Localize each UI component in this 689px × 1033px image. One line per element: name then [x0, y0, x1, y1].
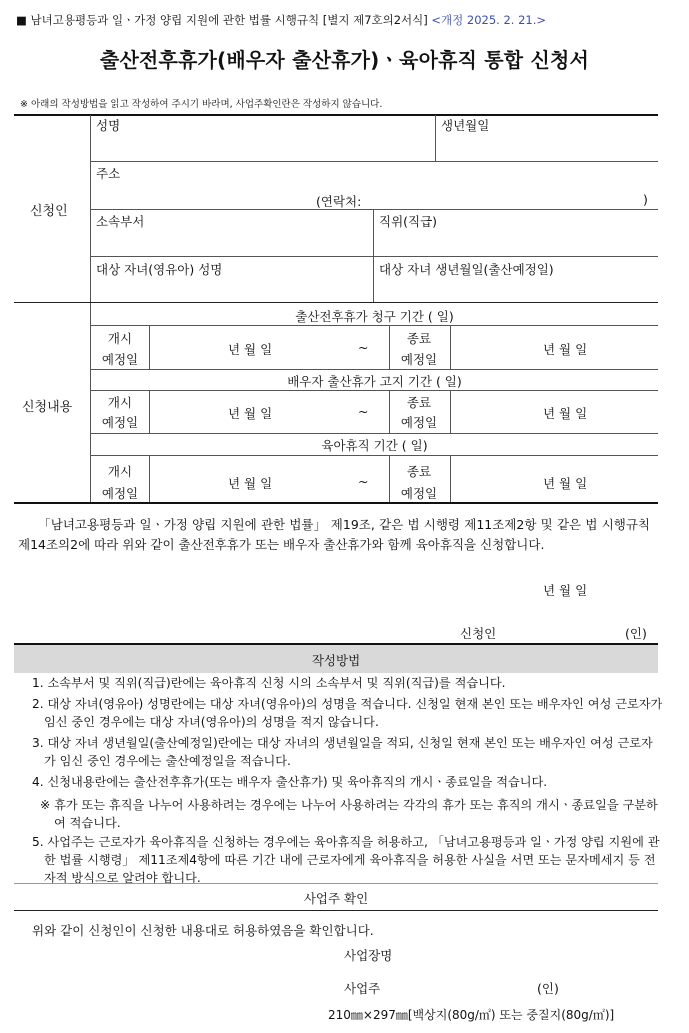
row-divider — [91, 161, 658, 162]
row-divider — [91, 256, 658, 257]
range-tilde: ~ — [358, 404, 369, 419]
employer-title-divider — [14, 910, 658, 911]
employer-seal[interactable]: (인) — [537, 981, 559, 996]
employer-section-title: 사업주 확인 — [303, 891, 369, 906]
employer-field[interactable]: 사업주 — [344, 981, 381, 996]
signature-seal[interactable]: (인) — [625, 626, 647, 641]
contact-close: ) — [643, 192, 648, 207]
name-field[interactable]: 성명 — [96, 118, 121, 133]
instruction-item-1: 1. 소속부서 및 직위(직급)란에는 육아휴직 신청 시의 소속부서 및 직위(직급)를 적습니다. — [32, 676, 506, 690]
row-divider — [91, 433, 658, 434]
applicant-section-label: 신청인 — [30, 204, 68, 219]
parental-end-date[interactable]: 년 월 일 — [543, 476, 588, 491]
instruction-item-5: 5. 사업주는 근로자가 육아휴직을 신청하는 경우에는 육아휴직을 허용하고, 「남녀고용평등과 일ㆍ가정 양립 지원에 관한 법률 시행령」 제11조제4항에 따른 기간 내에 근로자에게 육아휴직을 허용한 사실을 서면 또는 문자메세지 등 전자적 방식으로 알려야 합니다. — [32, 835, 660, 885]
signature-label: 신청인 — [460, 626, 497, 641]
maternity-period-label: 출산전후휴가 청구 기간 ( 일) — [295, 309, 454, 324]
employer-statement: 위와 같이 신청인이 신청한 내용대로 허용하였음을 확인합니다. — [32, 923, 374, 938]
spouse-end-date[interactable]: 년 월 일 — [543, 406, 588, 421]
workplace-field[interactable]: 사업장명 — [344, 948, 393, 963]
name-birth-divider — [435, 115, 436, 161]
end-label: 종료 — [406, 395, 432, 410]
law-reference — [16, 12, 546, 28]
employer-top-border — [14, 883, 658, 884]
section-divider — [14, 302, 658, 303]
department-field[interactable]: 소속부서 — [96, 214, 145, 229]
row-divider — [91, 209, 658, 210]
start-label: 예정일 — [101, 352, 139, 367]
instructions-title: 작성방법 — [311, 653, 361, 668]
start-label: 예정일 — [101, 486, 139, 501]
start-label: 개시 — [107, 395, 133, 410]
birthdate-field[interactable]: 생년월일 — [441, 118, 490, 133]
law-reference-text: ■ 남녀고용평등과 일ㆍ가정 양립 지원에 관한 법률 시행규칙 [별지 제7호의2서식] — [16, 13, 428, 27]
maternity-end-date[interactable]: 년 월 일 — [543, 342, 588, 357]
instruction-note: ※ 아래의 작성방법을 읽고 작성하여 주시기 바라며, 사업주확인란은 작성하지 않습니다. — [20, 99, 383, 110]
request-section-label: 신청내용 — [22, 400, 73, 415]
end-label: 예정일 — [400, 352, 438, 367]
table-bottom-border — [14, 502, 658, 504]
instruction-item-3: 3. 대상 자녀 생년월일(출산예정일)란에는 대상 자녀의 생년월일을 적되, 신청일 현재 본인 또는 배우자인 여성 근로자가 임신 중인 경우에는 출산예정일을 적습니다. — [32, 736, 653, 768]
instruction-note: ※ 휴가 또는 휴직을 나누어 사용하려는 경우에는 나누어 사용하려는 각각의 휴가 또는 휴직의 개시ㆍ종료일을 구분하여 적습니다. — [40, 798, 658, 830]
form-title: 출산전후휴가(배우자 출산휴가)ㆍ육아휴직 통합 신청서 — [99, 48, 590, 72]
row-divider — [91, 390, 658, 391]
parental-period-label: 육아휴직 기간 ( 일) — [321, 438, 428, 453]
spouse-period-label: 배우자 출산휴가 고지 기간 ( 일) — [287, 374, 462, 389]
end-label: 예정일 — [400, 415, 438, 430]
start-label: 예정일 — [101, 415, 139, 430]
start-label: 개시 — [107, 331, 133, 346]
end-label: 종료 — [406, 464, 432, 479]
row-divider — [91, 455, 658, 456]
range-tilde: ~ — [358, 474, 369, 489]
contact-field[interactable]: (연락처: — [316, 194, 362, 209]
cell-divider — [149, 390, 150, 433]
cell-divider — [450, 325, 451, 369]
cell-divider — [149, 325, 150, 369]
declaration-text: 「남녀고용평등과 일ㆍ가정 양립 지원에 관한 법률」 제19조, 같은 법 시행령 제11조제2항 및 같은 법 시행규칙 제14조의2에 따라 위와 같이 출산전후휴가 또는 배우자 출산휴가와 함께 육아휴직을 신청합니다. — [18, 517, 650, 552]
position-field[interactable]: 직위(직급) — [379, 214, 438, 229]
row-divider — [91, 325, 658, 326]
address-field[interactable]: 주소 — [96, 166, 121, 181]
application-date[interactable]: 년 월 일 — [543, 583, 588, 598]
range-tilde: ~ — [358, 340, 369, 355]
start-label: 개시 — [107, 464, 133, 479]
spouse-start-date[interactable]: 년 월 일 — [228, 406, 273, 421]
child-birthdate-field[interactable]: 대상 자녀 생년월일(출산예정일) — [379, 262, 554, 277]
instruction-item-4: 4. 신청내용란에는 출산전후휴가(또는 배우자 출산휴가) 및 육아휴직의 개시ㆍ종료일을 적습니다. — [32, 775, 548, 789]
end-label: 예정일 — [400, 486, 438, 501]
revision-date: <개정 2025. 2. 21.> — [431, 13, 547, 27]
cell-divider — [450, 455, 451, 502]
parental-start-date[interactable]: 년 월 일 — [228, 476, 273, 491]
row-divider — [91, 369, 658, 370]
end-label: 종료 — [406, 331, 432, 346]
instruction-item-2: 2. 대상 자녀(영유아) 성명란에는 대상 자녀(영유아)의 성명을 적습니다. 신청일 현재 본인 또는 배우자인 여성 근로자가 임신 중인 경우에는 대상 자녀(영유아)의 성명을 적지 않습니다. — [32, 697, 663, 729]
cell-divider — [450, 390, 451, 433]
paper-spec: 210㎜×297㎜[백상지(80g/㎡) 또는 중질지(80g/㎡)] — [328, 1008, 615, 1022]
maternity-start-date[interactable]: 년 월 일 — [228, 342, 273, 357]
cell-divider — [149, 455, 150, 502]
child-name-field[interactable]: 대상 자녀(영유아) 성명 — [96, 262, 223, 277]
